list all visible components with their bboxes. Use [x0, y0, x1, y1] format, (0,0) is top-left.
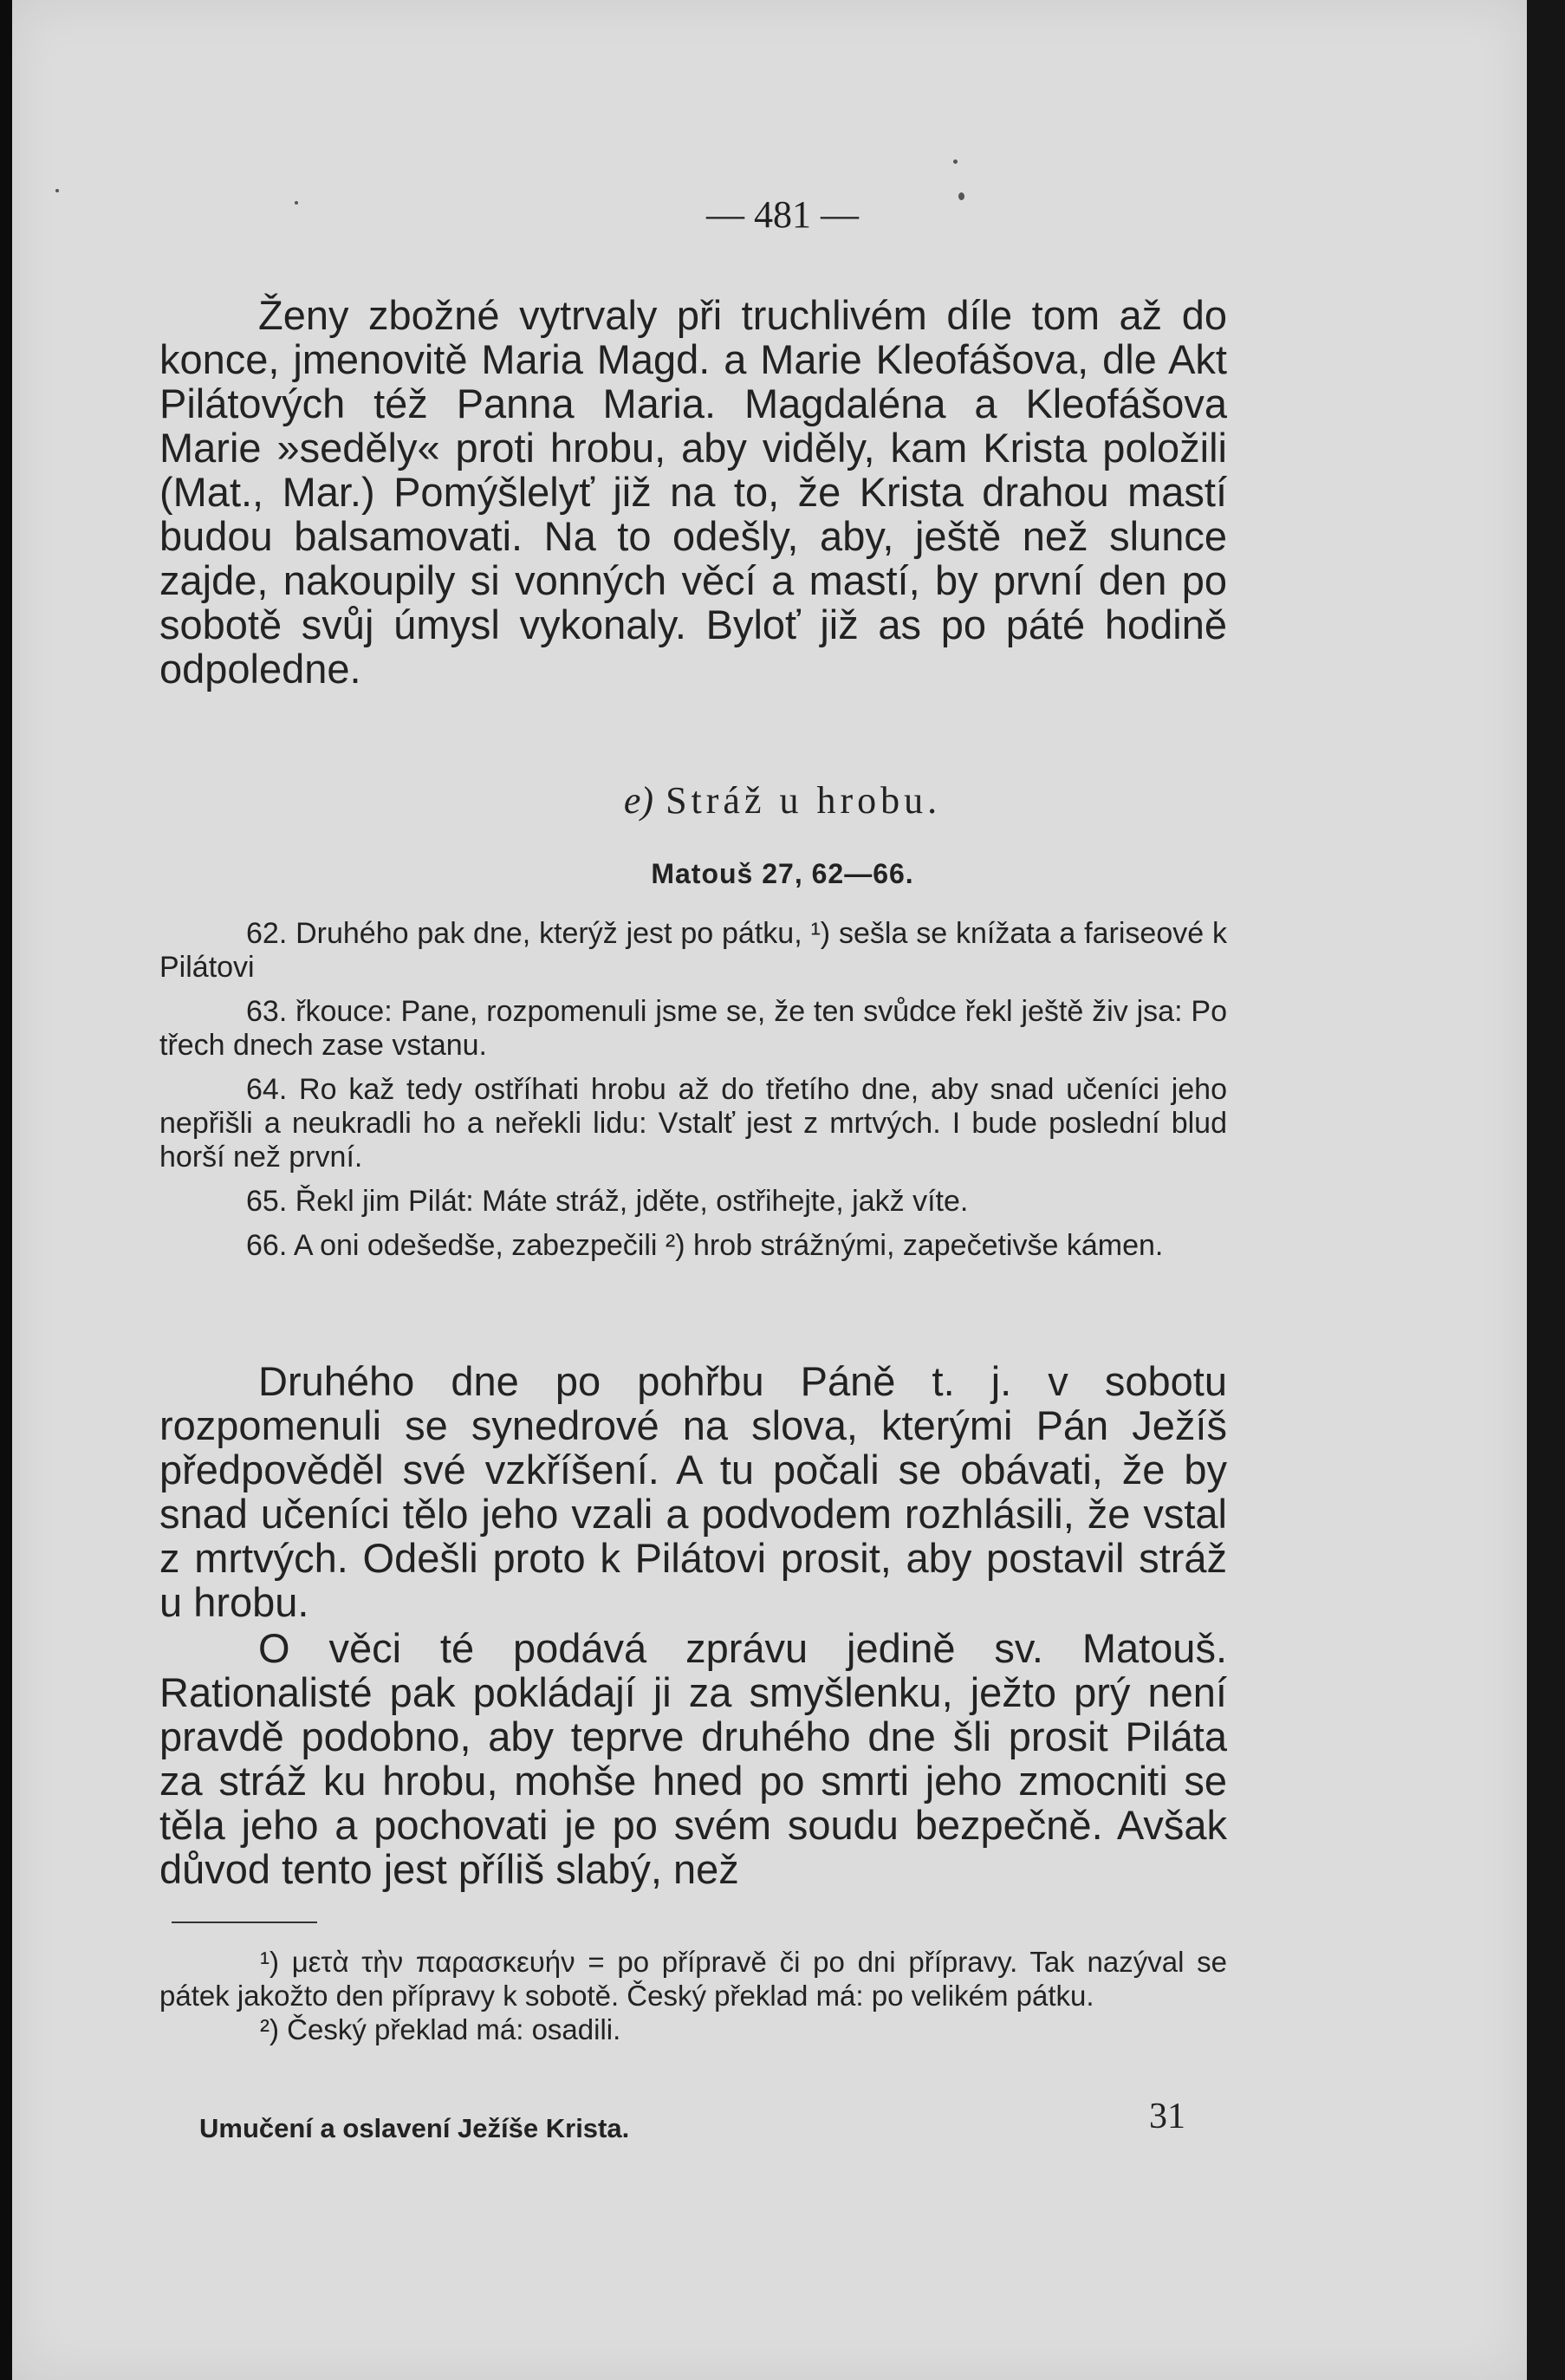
sheet-number: 31 [1149, 2097, 1185, 2136]
scan-speck [953, 159, 958, 164]
footnote-1: ¹) μετὰ τὴν παρασκευήν = po přípravě či po dni přípravy. Tak nazýval se pátek jakožto den přípravy k sobotě. Český překlad má: po velikém pátku. [159, 1946, 1227, 2012]
paragraph-3: O věci té podává zprávu jedině sv. Matouš. Rationalisté pak pokládají ji za smyšlenku, ježto prý není pravdě podobno, aby teprve druhého dne šli prosit Piláta za stráž ku hrobu, mohše hned po smrti jeho zmocniti se těla jeho a pochovati je po svém soudu bezpečně. Avšak důvod tento jest příliš slabý, než [159, 1625, 1227, 1892]
verse-66: 66. A oni odešedše, zabezpečili ²) hrob strážnými, zapečetivše kámen. [246, 1229, 1164, 1262]
verse-65: 65. Řekl jim Pilát: Máte stráž, jděte, ostřihejte, jakž víte. [246, 1185, 969, 1218]
verse-62: 62. Druhého pak dne, kterýž jest po pátku, ¹) sešla se knížata a fariseové k Pilátovi [159, 917, 1227, 984]
section-label: e) [623, 779, 654, 822]
footnote-2: ²) Český překlad má: osadili. [260, 2013, 621, 2045]
scripture-reference: Matouš 27, 62—66. [651, 858, 914, 889]
page-number: — 481 — [706, 193, 859, 236]
footnotes [159, 1945, 1227, 2046]
verse-63: 63. řkouce: Pane, rozpomenuli jsme se, že ten svůdce řekl ještě živ jsa: Po třech dnech zase vstanu. [159, 995, 1227, 1062]
section-heading [0, 778, 1565, 823]
paragraph-1-block [159, 293, 1227, 691]
page-edge-shadow [1527, 0, 1565, 2380]
verse-64: 64. Ro kaž tedy ostříhati hrobu až do třetího dne, aby snad učeníci jeho nepřišli a neukradli ho a neřekli lidu: Vstalť jest z mrtvých. I bude poslední blud horší než první. [159, 1073, 1227, 1174]
footer-title: Umučení a oslavení Ježíše Krista. [199, 2113, 630, 2143]
paragraph-3-block [159, 1626, 1227, 1891]
footnote-rule [172, 1922, 317, 1923]
paragraph-2-block [159, 1359, 1227, 1624]
paragraph-1: Ženy zbožné vytrvaly při truchlivém díle tom až do konce, jmenovitě Maria Magd. a Marie Kleofášova, dle Akt Pilátových též Panna Maria. Magdaléna a Kleofášova Marie »seděly« proti hrobu, aby viděly, kam Krista položili (Mat., Mar.) Pomýšlelyť již na to, že Krista drahou mastí budou balsamovati. Na to odešly, aby, ještě než slunce zajde, nakoupily si vonných věcí a mastí, by první den po sobotě svůj úmysl vykonaly. Byloť již as po páté hodině odpoledne. [159, 292, 1227, 692]
paragraph-2: Druhého dne po pohřbu Páně t. j. v sobotu rozpomenuli se synedrové na slova, kterými Pán Ježíš předpověděl své vzkříšení. A tu počali se obávati, že by snad učeníci tělo jeho vzali a podvodem rozhlásili, že vstal z mrtvých. Odešli proto k Pilátovi prosit, aby postavil stráž u hrobu. [159, 1358, 1227, 1625]
scripture-verses [159, 917, 1227, 1273]
section-title: Stráž u hrobu. [666, 779, 942, 822]
